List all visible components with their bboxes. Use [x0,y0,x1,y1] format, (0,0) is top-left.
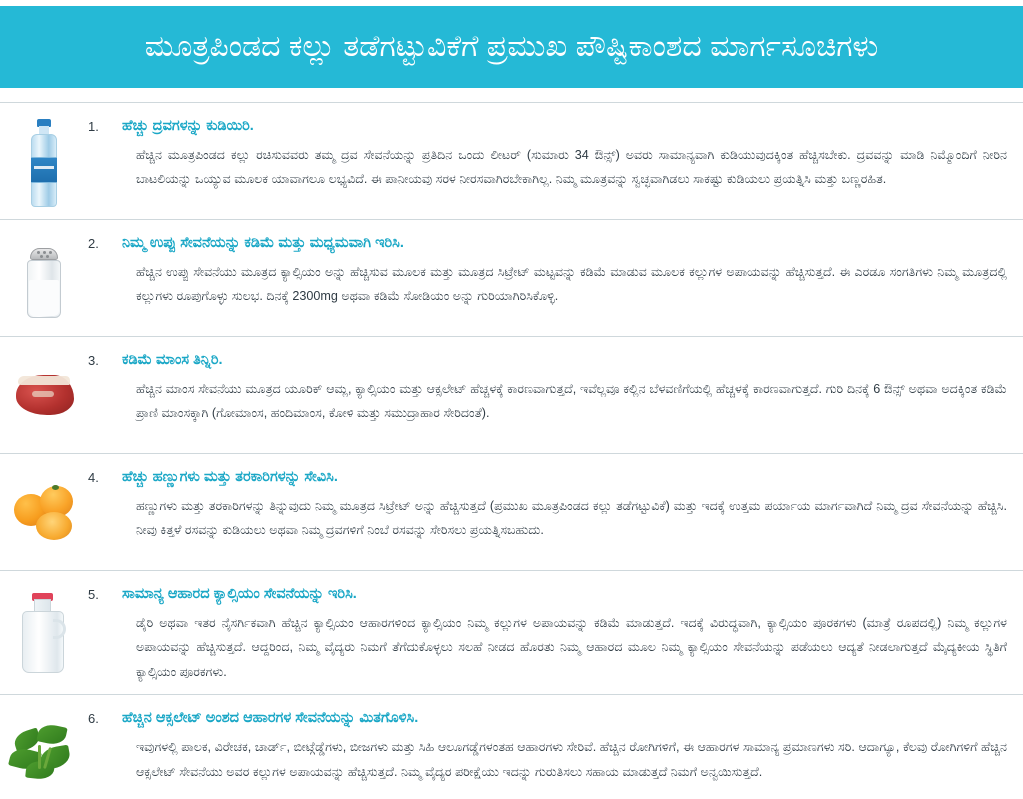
tip-number: 4. [88,470,99,485]
tip-heading: ಸಾಮಾನ್ಯ ಆಹಾರದ ಕ್ಯಾಲ್ಸಿಯಂ ಸೇವನೆಯನ್ನು ಇರಿಸಿ. [122,586,357,602]
page-footer-space [0,0,1023,4]
list-item [0,695,1023,799]
spinach-leaves-icon [8,709,80,799]
list-item [0,220,1023,337]
tip-number: 1. [88,119,99,134]
tip-image-cell [0,462,88,560]
tip-image-cell [0,703,88,799]
tip-text-cell [122,703,1023,784]
milk-jug-icon [8,585,80,677]
tip-body: ಹೆಚ್ಚಿನ ಉಪ್ಪು ಸೇವನೆಯು ಮೂತ್ರದ ಕ್ಯಾಲ್ಸಿಯಂ ಅನ್ನು ಹೆಚ್ಚಿಸುವ ಮೂಲಕ ಮತ್ತು ಮೂತ್ರದ ಸಿಟ್ರೇಟ್ ಮಟ್ಟವನ್ನು ಕಡಿಮೆ ಮಾಡುವ ಮೂಲಕ ಕಲ್ಲುಗಳ ಅಪಾಯವನ್ನು ಹೆಚ್ಚಿಸುತ್ತದೆ. ಈ ಎರಡೂ ಸಂಗತಿಗಳು ನಿಮ್ಮ ಮೂತ್ರದಲ್ಲಿ ಕಲ್ಲುಗಳು ರೂಪುಗೊಳ್ಳು ಸುಲಭ. ದಿನಕ್ಕೆ 2300mg ಅಥವಾ ಕಡಿಮೆ ಸೋಡಿಯಂ ಅನ್ನು ಗುರಿಯಾಗಿರಿಸಿಕೊಳ್ಳಿ. [136,264,1007,304]
tip-body: ಇವುಗಳಲ್ಲಿ ಪಾಲಕ, ವಿರೇಚಕ, ಚಾರ್ಡ್, ಬೀಟ್ಗೆಡ್ಡೆಗಳು, ಬೀಜಗಳು ಮತ್ತು ಸಿಹಿ ಆಲೂಗಡ್ಡೆಗಳಂತಹ ಆಹಾರಗಳು ಸೇರಿವೆ. ಹೆಚ್ಚಿನ ರೋಗಿಗಳಿಗೆ, ಈ ಆಹಾರಗಳ ಸಾಮಾನ್ಯ ಪ್ರಮಾಣಗಳು ಸರಿ. ಆದಾಗ್ಯೂ, ಕೆಲವು ರೋಗಿಗಳಿಗೆ ಹೆಚ್ಚಿನ ಆಕ್ಸಲೇಟ್ ಸೇವನೆಯು ಅವರ ಕಲ್ಲುಗಳ ಅಪಾಯವನ್ನು ಹೆಚ್ಚಿಸುತ್ತದೆ. ನಿಮ್ಮ ವೈದ್ಯರ ಪರೀಕ್ಷೆಯು ಇದನ್ನು ಗುರುತಿಸಲು ಸಹಾಯ ಮಾಡುತ್ತದೆ ನಿಮಗೆ ಅನ್ವಯಿಸುತ್ತದೆ. [136,740,1007,779]
page-header-banner [0,6,1023,88]
tip-text-cell [122,462,1023,543]
tip-number: 6. [88,711,99,727]
tip-heading: ಹೆಚ್ಚು ದ್ರವಗಳನ್ನು ಕುಡಿಯಿರಿ. [122,118,254,134]
list-item [0,571,1023,695]
tip-heading: ಹೆಚ್ಚಿನ ಆಕ್ಸಲೇಟ್ ಅಂಶದ ಆಹಾರಗಳ ಸೇವನೆಯನ್ನು ಮಿತಗೊಳಿಸಿ. [122,710,419,727]
tip-heading: ಕಡಿಮೆ ಮಾಂಸ ತಿನ್ನಿರಿ. [122,352,223,368]
tips-list [0,102,1023,799]
oranges-icon [8,468,80,560]
water-bottle-icon [8,117,80,209]
tip-image-cell [0,111,88,209]
tip-image-cell [0,228,88,326]
page-title: ಮೂತ್ರಪಿಂಡದ ಕಲ್ಲು ತಡೆಗಟ್ಟುವಿಕೆಗೆ ಪ್ರಮುಖ ಪೌಷ್ಟಿಕಾಂಶದ ಮಾರ್ಗಸೂಚಿಗಳು [144,29,879,63]
salt-shaker-icon [8,234,80,326]
list-item [0,337,1023,454]
tip-body: ಹೆಚ್ಚಿನ ಮೂತ್ರಪಿಂಡದ ಕಲ್ಲು ರಚಿಸುವವರು ತಮ್ಮ ದ್ರವ ಸೇವನೆಯನ್ನು ಪ್ರತಿದಿನ ಒಂದು ಲೀಟರ್ (ಸುಮಾರು 34 ಔನ್ಸ್) ಅವರು ಸಾಮಾನ್ಯವಾಗಿ ಕುಡಿಯುವುದಕ್ಕಿಂತ ಹೆಚ್ಚಿಸಬೇಕು. ದ್ರವವನ್ನು ಮಾಡಿ ನಿಮ್ಮೊಂದಿಗೆ ನೀರಿನ ಬಾಟಲಿಯನ್ನು ಒಯ್ಯುವ ಮೂಲಕ ಯಾವಾಗಲೂ ಲಭ್ಯವಿದೆ. ಈ ಪಾನೀಯವು ಸರಳ ನೀರಸವಾಗಿರಬೇಕಾಗಿಲ್ಲ. ನಿಮ್ಮ ಮೂತ್ರವನ್ನು ಸ್ವಚ್ಛವಾಗಿಡಲು ಸಾಕಷ್ಟು ಕುಡಿಯಲು ಪ್ರಯತ್ನಿಸಿ ಮತ್ತು ಬಣ್ಣರಹಿತ. [136,147,1007,187]
tip-body: ಹೆಚ್ಚಿನ ಮಾಂಸ ಸೇವನೆಯು ಮೂತ್ರದ ಯೂರಿಕ್ ಆಮ್ಲ, ಕ್ಯಾಲ್ಸಿಯಂ ಮತ್ತು ಆಕ್ಸಲೇಟ್ ಹೆಚ್ಚಳಕ್ಕೆ ಕಾರಣವಾಗುತ್ತದೆ, ಇವೆಲ್ಲವೂ ಕಲ್ಲಿನ ಬೆಳವಣಿಗೆಯಲ್ಲಿ ಹೆಚ್ಚಳಕ್ಕೆ ಕಾರಣವಾಗುತ್ತದೆ. ಗುರಿ ದಿನಕ್ಕೆ 6 ಔನ್ಸ್ ಅಥವಾ ಅದಕ್ಕಿಂತ ಕಡಿಮೆ ಪ್ರಾಣಿ ಮಾಂಸಕ್ಕಾಗಿ (ಗೋಮಾಂಸ, ಹಂದಿಮಾಂಸ, ಕೋಳಿ ಮತ್ತು ಸಮುದ್ರಾಹಾರ ಸೇರಿದಂತೆ). [136,381,1007,421]
tip-heading: ಹೆಚ್ಚು ಹಣ್ಣುಗಳು ಮತ್ತು ತರಕಾರಿಗಳನ್ನು ಸೇವಿಸಿ. [122,469,338,485]
tip-number: 5. [88,587,99,602]
tip-text-cell [122,111,1023,192]
tip-heading: ನಿಮ್ಮ ಉಪ್ಪು ಸೇವನೆಯನ್ನು ಕಡಿಮೆ ಮತ್ತು ಮಧ್ಯಮವಾಗಿ ಇರಿಸಿ. [122,235,404,251]
tip-image-cell [0,345,88,443]
list-item [0,454,1023,571]
red-meat-icon [8,351,80,443]
tip-number: 3. [88,353,99,368]
tip-text-cell [122,345,1023,426]
tip-text-cell [122,579,1023,684]
tip-body: ಹಣ್ಣುಗಳು ಮತ್ತು ತರಕಾರಿಗಳನ್ನು ತಿನ್ನುವುದು ನಿಮ್ಮ ಮೂತ್ರದ ಸಿಟ್ರೇಟ್ ಅನ್ನು ಹೆಚ್ಚಿಸುತ್ತದೆ (ಪ್ರಮುಖ ಮೂತ್ರಪಿಂಡದ ಕಲ್ಲು ತಡೆಗಟ್ಟುವಿಕೆ) ಮತ್ತು ಇದಕ್ಕೆ ಉತ್ತಮ ಪರ್ಯಾಯ ಮಾರ್ಗವಾಗಿದೆ ನಿಮ್ಮ ದ್ರವ ಸೇವನೆಯನ್ನು ಹೆಚ್ಚಿಸಿ. ನೀವು ಕಿತ್ತಳೆ ರಸವನ್ನು ಕುಡಿಯಲು ಅಥವಾ ನಿಮ್ಮ ದ್ರವಗಳಿಗೆ ನಿಂಬೆ ರಸವನ್ನು ಸೇರಿಸಲು ಪ್ರಯತ್ನಿಸಬಹುದು. [136,498,1007,538]
tip-text-cell [122,228,1023,309]
tip-number: 2. [88,236,99,251]
list-item [0,102,1023,220]
tip-image-cell [0,579,88,677]
tip-body: ಡೈರಿ ಅಥವಾ ಇತರ ನೈಸರ್ಗಿಕವಾಗಿ ಹೆಚ್ಚಿನ ಕ್ಯಾಲ್ಸಿಯಂ ಆಹಾರಗಳಿಂದ ಕ್ಯಾಲ್ಸಿಯಂ ನಿಮ್ಮ ಕಲ್ಲುಗಳ ಅಪಾಯವನ್ನು ಕಡಿಮೆ ಮಾಡುತ್ತದೆ. ಇದಕ್ಕೆ ವಿರುದ್ಧವಾಗಿ, ಕ್ಯಾಲ್ಸಿಯಂ ಪೂರಕಗಳು (ಮಾತ್ರೆ ರೂಪದಲ್ಲಿ) ನಿಮ್ಮ ಕಲ್ಲುಗಳ ಅಪಾಯವನ್ನು ಹೆಚ್ಚಿಸುತ್ತದೆ. ಆದ್ದರಿಂದ, ನಿಮ್ಮ ವೈದ್ಯರು ನಿಮಗೆ ತೆಗೆದುಕೊಳ್ಳಲು ಸಲಹೆ ನೀಡದ ಹೊರತು ನಿಮ್ಮ ಆಹಾರದ ಮೂಲ ನಿಮ್ಮ ಕ್ಯಾಲ್ಸಿಯಂ ಸೇವನೆಯನ್ನು ಪಡೆಯಲು ಆದ್ಯತೆ ನೀಡಲಾಗುತ್ತದೆ ಮೈದ್ಯಕೀಯ ಸ್ಥಿತಿಗೆ ಕ್ಯಾಲ್ಸಿಯಂ ಪೂರಕಗಳು. [136,615,1007,679]
